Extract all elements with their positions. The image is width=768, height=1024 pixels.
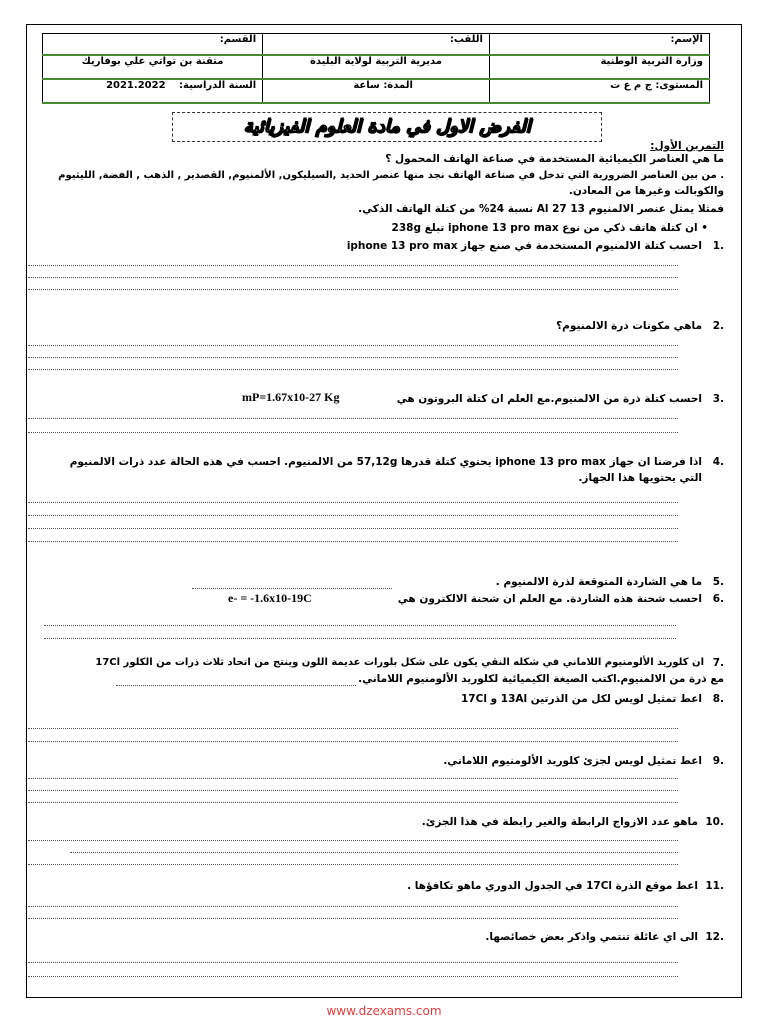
q5-number: .5	[712, 576, 724, 588]
answer-line	[28, 541, 678, 542]
answer-line	[28, 840, 678, 841]
answer-line	[28, 277, 678, 278]
answer-line	[116, 685, 356, 686]
intro-line-4: • ان كتلة هاتف ذكي من نوع iphone 13 pro max تبلغ 238g	[391, 222, 708, 234]
year-cell: السنة الدراسية: 2021.2022	[43, 79, 263, 103]
intro-line-1: . من بين العناصر الضرورية التي تدخل في صناعة الهاتف نجد منها عنصر الحديد ,السيليكون, الألمنيوم, القصدير , الذهب , الفضة, الليثيوم	[58, 170, 724, 181]
q7-number: .7	[712, 657, 724, 669]
intro-line-3: فمثلا يمثل عنصر الالمنيوم Al 27 13 نسبة 24% من كتلة الهاتف الذكي.	[358, 203, 724, 215]
ministry-cell: وزارة التربية الوطنية	[489, 55, 709, 79]
q12-text: الى اي عائلة تنتمي واذكر بعض خصائصها.	[485, 931, 698, 943]
watermark: www.dzexams.com	[326, 1004, 442, 1018]
answer-line	[28, 728, 678, 729]
q5-text: ما هي الشاردة المتوقعة لذرة الالمنيوم .	[495, 576, 702, 588]
answer-line	[28, 357, 678, 358]
directorate-cell: مديرية التربية لولاية البليدة	[263, 55, 490, 79]
q11-text: اعط موقع الذرة 17Cl في الجدول الدوري ماهو تكافؤها .	[407, 880, 698, 892]
q2-text: ماهي مكونات ذرة الالمنيوم؟	[556, 320, 702, 332]
answer-line	[28, 918, 678, 919]
q7-text-cont: مع ذرة من الالمنيوم.اكتب الصيغة الكيميائية لكلوريد الألومنيوم اللاماني.	[358, 673, 724, 685]
q9-text: اعط تمثيل لويس لجزئ كلوريد الألومنيوم اللاماني.	[443, 755, 702, 767]
q6-formula: e- = -1.6x10-19C	[228, 591, 312, 605]
q4-text: اذا فرضنا ان جهاز iphone 13 pro max يحتوي كتلة قدرها 57,12g من الالمنيوم. احسب في هذه الحالة عدد ذرات الالمنيوم	[69, 456, 702, 468]
answer-line	[28, 515, 678, 516]
q4-number: .4	[712, 456, 724, 468]
q3-number: .3	[712, 393, 724, 405]
answer-line	[28, 265, 678, 266]
q4-text-cont: التي يحتويها هذا الجهاز.	[578, 472, 702, 484]
answer-line	[28, 741, 678, 742]
q1-number: .1	[712, 240, 724, 252]
answer-line	[44, 625, 676, 626]
exam-title: الفرض الاول في مادة العلوم الفيزيائية	[172, 112, 602, 142]
answer-line	[28, 976, 678, 977]
answer-line	[28, 369, 678, 370]
q11-number: .11	[705, 880, 724, 892]
level-cell: المستوى: ج م ع ت	[489, 79, 709, 103]
intro-question: ما هي العناصر الكيميائية المستخدمة في صناعة الهاتف المحمول ؟	[385, 153, 724, 165]
q6-text: احسب شحنة هذه الشاردة. مع العلم ان شحنة الالكترون هي	[397, 593, 702, 605]
surname-field: اللقب:	[263, 34, 490, 56]
exercise-heading: التمرين الأول:	[650, 140, 724, 152]
q6-number: .6	[712, 593, 724, 605]
q10-text: ماهو عدد الازواج الرابطة والغير رابطة في هذا الجزئ.	[421, 816, 698, 828]
answer-line	[28, 906, 678, 907]
q2-number: .2	[712, 320, 724, 332]
school-cell: متقنة بن تواتي علي بوفاريك	[43, 55, 263, 79]
answer-line	[28, 790, 678, 791]
duration-cell: المدة: ساعة	[263, 79, 490, 103]
name-field: الإسم:	[489, 34, 709, 56]
answer-line	[28, 802, 678, 803]
answer-line	[44, 638, 676, 639]
answer-line	[28, 864, 678, 865]
intro-line-2: والكوبالت وغيرها من المعادن.	[568, 185, 724, 197]
q1-text: احسب كتلة الالمنيوم المستخدمة في صنع جهاز iphone 13 pro max	[346, 240, 702, 252]
answer-line	[28, 289, 678, 290]
q10-number: .10	[705, 816, 724, 828]
q8-text: اعط تمثيل لويس لكل من الذرتين 13Al و 17Cl	[461, 693, 702, 705]
answer-line	[28, 418, 678, 419]
header-table	[42, 33, 710, 104]
answer-line	[28, 778, 678, 779]
answer-line	[28, 432, 678, 433]
q3-text: احسب كتلة ذرة من الالمنيوم.مع العلم ان كتلة البروتون هي	[396, 393, 702, 405]
answer-line	[192, 588, 392, 589]
answer-line	[28, 345, 678, 346]
answer-line	[28, 502, 678, 503]
q9-number: .9	[712, 755, 724, 767]
q7-text: ان كلوريد الألومنيوم اللاماني في شكله النقي يكون على شكل بلورات عديمة اللون وينتج من اتحاد ثلاث ذرات من الكلور 17Cl	[95, 657, 704, 668]
answer-line	[28, 528, 678, 529]
answer-line	[70, 852, 678, 853]
q8-number: .8	[712, 693, 724, 705]
q3-formula: mP=1.67x10-27 Kg	[242, 390, 340, 404]
answer-line	[28, 962, 678, 963]
q12-number: .12	[705, 931, 724, 943]
class-field: القسم:	[43, 34, 263, 56]
